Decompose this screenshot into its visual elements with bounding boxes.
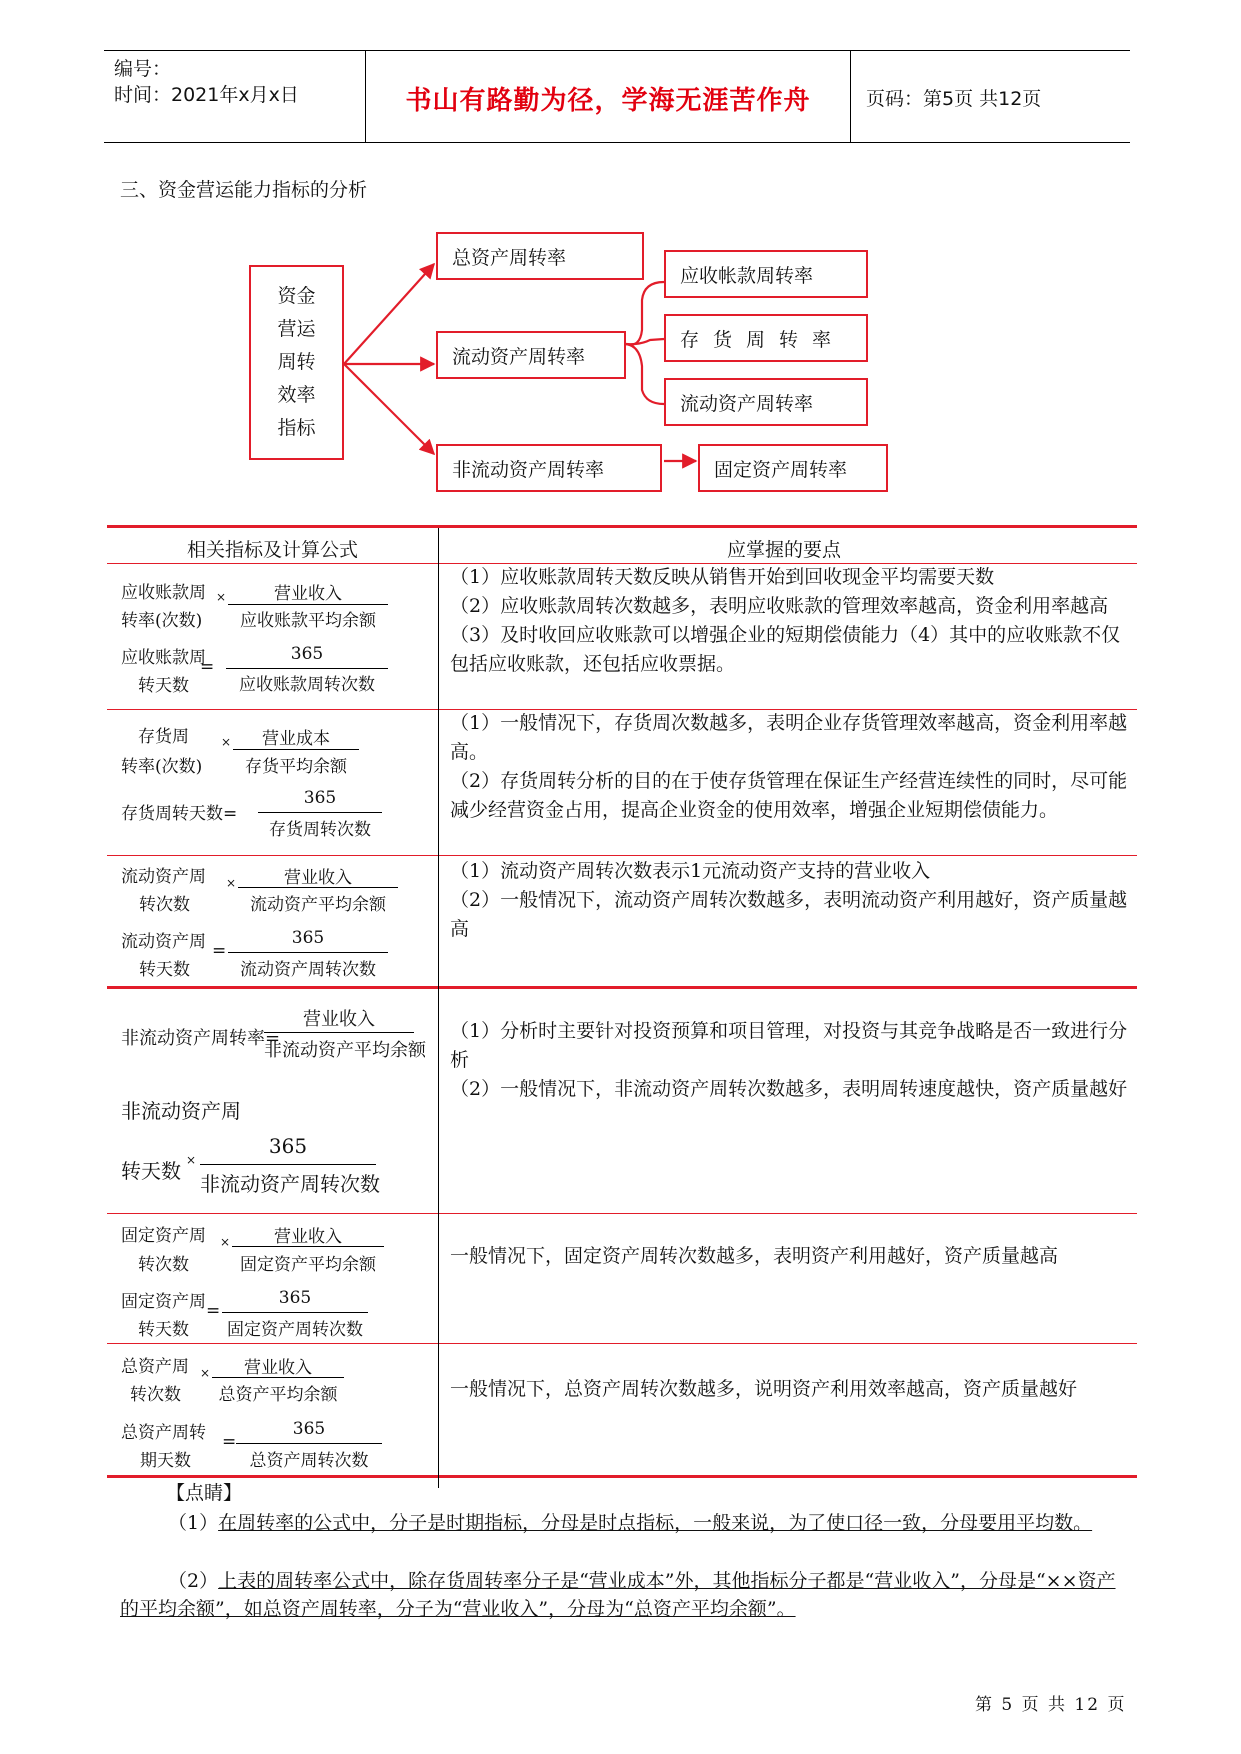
fraction-bar <box>228 952 388 953</box>
box-current-sub: 流动资产周转率 <box>664 378 868 426</box>
row-rule <box>107 986 1137 989</box>
formula-operator: × <box>220 1235 231 1249</box>
formula-numerator: 365 <box>278 1288 312 1308</box>
formula-numerator: 365 <box>303 788 337 808</box>
table-header-right: 应掌握的要点 <box>726 539 841 561</box>
formula-name: 转率(次数) <box>121 611 203 631</box>
formula-name: 总资产周 <box>121 1357 189 1377</box>
formula-denominator: 应收账款平均余额 <box>240 611 376 631</box>
formula-operator: × <box>200 1366 211 1380</box>
formula-name: 转次数 <box>130 1385 181 1405</box>
root-line-4: 效率 <box>277 384 316 406</box>
arrow-to-non-current <box>344 364 434 454</box>
fraction-bar <box>228 604 388 605</box>
row-rule <box>107 1343 1137 1344</box>
formula-name: 总资产周转 <box>121 1423 206 1443</box>
key-point: （2）应收账款周转次数越多，表明应收账款的管理效率越高，资金利用率越高 <box>450 595 1109 617</box>
formula-name: 转天数 <box>139 960 190 980</box>
fraction-bar <box>226 668 388 669</box>
formula-name: 转天数 <box>121 1159 181 1183</box>
formula-name: 转次数 <box>138 1255 189 1275</box>
formula-numerator: 365 <box>291 928 325 948</box>
brace-inventory <box>626 339 664 344</box>
formula-operator: × <box>221 735 232 749</box>
section-title: 三、资金营运能力指标的分析 <box>120 179 368 201</box>
formula-name: 存货周转天数= <box>121 804 238 824</box>
key-point: （2）一般情况下，非流动资产周转次数越多，表明周转速度越快，资产质量越好 <box>450 1078 1128 1100</box>
root-line-5: 指标 <box>277 417 316 439</box>
key-point: （1）应收账款周转天数反映从销售开始到回收现金平均需要天数 <box>450 566 995 588</box>
row-rule <box>107 1213 1137 1214</box>
key-points-cell <box>450 709 1130 825</box>
table-header-left: 相关指标及计算公式 <box>186 539 358 561</box>
row-rule <box>107 855 1137 856</box>
formula-name: 期天数 <box>140 1451 191 1471</box>
brace-current-sub <box>626 344 664 404</box>
formula-denominator: 流动资产平均余额 <box>250 895 386 915</box>
formula-name: 转次数 <box>139 895 190 915</box>
key-point: （1）流动资产周转次数表示1元流动资产支持的营业收入 <box>450 860 931 882</box>
note-1-prefix: （1） <box>168 1512 219 1534</box>
formula-denominator: 固定资产周转次数 <box>227 1320 363 1340</box>
key-points-cell <box>450 1242 1130 1271</box>
doc-time-label: 时间：2021年x月x日 <box>114 84 299 106</box>
fraction-bar <box>200 1164 376 1165</box>
formula-numerator: 365 <box>268 1134 308 1158</box>
formula-operator: × <box>226 876 237 890</box>
table-bottom-rule <box>107 1475 1137 1478</box>
key-points-cell <box>450 857 1130 944</box>
root-line-2: 营运 <box>277 318 316 340</box>
fraction-bar <box>222 1312 368 1313</box>
note-1 <box>120 1509 1130 1537</box>
note-1-text: 在周转率的公式中，分子是时期指标，分母是时点指标，一般来说，为了使口径一致，分母要用平均数。 <box>218 1512 1093 1534</box>
fraction-bar <box>232 1246 384 1247</box>
formula-operator: = <box>200 657 215 677</box>
formula-name: 应收账款周 <box>121 648 206 668</box>
formula-operator: = <box>222 1432 237 1452</box>
formula-numerator: 365 <box>292 1419 326 1439</box>
page-number-label: 页码：第5页 共12页 <box>866 88 1042 110</box>
key-point: （2）存货周转分析的目的在于使存货管理在保证生产经营连续性的同时，尽可能减少经营资金占用，提高企业资金的使用效率，增强企业短期偿债能力。 <box>450 770 1128 821</box>
box-non-current: 非流动资产周转率 <box>436 444 662 492</box>
formula-name: 应收账款周 <box>121 583 206 603</box>
formula-name: 转天数 <box>138 1320 189 1340</box>
key-point: （2）一般情况下，流动资产周转次数越多，表明流动资产利用越好，资产质量越高 <box>450 889 1128 940</box>
header-motto: 书山有路勤为径，学海无涯苦作舟 <box>405 86 811 116</box>
formula-name: 流动资产周 <box>121 932 206 952</box>
box-current-assets: 流动资产周转率 <box>436 331 626 379</box>
formula-denominator: 固定资产平均余额 <box>240 1255 376 1275</box>
doc-code-label: 编号： <box>114 58 172 80</box>
arrow-to-total-assets <box>344 264 434 364</box>
formula-numerator: 营业收入 <box>244 1358 312 1378</box>
fraction-bar <box>264 1032 414 1033</box>
note-2 <box>120 1567 1130 1623</box>
formula-numerator: 营业收入 <box>303 1009 375 1030</box>
fraction-bar <box>236 1443 382 1444</box>
key-points-cell <box>450 563 1130 679</box>
box-fixed-assets: 固定资产周转率 <box>698 444 888 492</box>
brace-receivable <box>626 282 664 345</box>
formula-name: 转率(次数) <box>121 757 203 777</box>
key-point: 一般情况下，固定资产周转次数越多，表明资产利用越好，资产质量越高 <box>450 1245 1059 1267</box>
key-point: （1）一般情况下，存货周次数越多，表明企业存货管理效率越高，资金利用率越高。 <box>450 712 1128 763</box>
formula-name: 流动资产周 <box>121 867 206 887</box>
key-point: （3）及时收回应收账款可以增强企业的短期偿债能力（4）其中的应收账款不仅包括应收账款，还包括应收票据。 <box>450 624 1121 675</box>
page-footer: 第 5 页 共 12 页 <box>975 1695 1127 1715</box>
formula-name: 非流动资产周转率= <box>121 1028 281 1049</box>
formula-name: 固定资产周 <box>121 1226 206 1246</box>
formula-operator: × <box>216 590 227 604</box>
fraction-bar <box>212 1377 344 1378</box>
formula-numerator: 营业收入 <box>284 868 352 888</box>
formula-denominator: 存货平均余额 <box>245 757 347 777</box>
formula-denominator: 流动资产周转次数 <box>240 960 376 980</box>
formula-operator: = <box>212 941 227 961</box>
root-line-3: 周转 <box>277 351 316 373</box>
formula-denominator: 存货周转次数 <box>269 820 371 840</box>
key-point: （1）分析时主要针对投资预算和项目管理，对投资与其竞争战略是否一致进行分析 <box>450 1020 1128 1071</box>
formula-name: 非流动资产周 <box>121 1099 241 1123</box>
fraction-bar <box>238 887 398 888</box>
note-2-prefix: （2） <box>168 1570 219 1592</box>
box-inventory: 存货周转率 <box>664 314 868 362</box>
formula-denominator: 非流动资产周转次数 <box>200 1172 380 1196</box>
formula-name: 存货周 <box>138 727 189 747</box>
formula-denominator: 总资产平均余额 <box>218 1385 338 1405</box>
formula-numerator: 营业收入 <box>274 1227 342 1247</box>
box-receivable: 应收帐款周转率 <box>664 250 868 298</box>
fraction-bar <box>233 749 359 750</box>
formula-operator: = <box>206 1301 221 1321</box>
key-points-cell <box>450 1017 1130 1104</box>
formula-numerator: 营业成本 <box>262 729 330 749</box>
root-line-1: 资金 <box>277 285 316 307</box>
table-top-rule <box>107 525 1137 528</box>
box-total-assets: 总资产周转率 <box>436 232 644 280</box>
table-column-divider <box>438 528 439 1488</box>
key-points-cell <box>450 1375 1130 1404</box>
key-point: 一般情况下，总资产周转次数越多，说明资产利用效率越高，资产质量越好 <box>450 1378 1078 1400</box>
formula-name: 转天数 <box>138 676 189 696</box>
fraction-bar <box>258 812 382 813</box>
formula-denominator: 非流动资产平均余额 <box>264 1040 426 1061</box>
formula-denominator: 总资产周转次数 <box>249 1451 369 1471</box>
notes-title: 【点睛】 <box>166 1482 243 1504</box>
formula-denominator: 应收账款周转次数 <box>239 675 375 695</box>
formula-numerator: 营业收入 <box>274 584 342 604</box>
diagram-root-box <box>249 265 344 460</box>
formula-operator: × <box>186 1153 197 1167</box>
formula-numerator: 365 <box>290 644 324 664</box>
formula-name: 固定资产周 <box>121 1292 206 1312</box>
note-2-text: 上表的周转率公式中，除存货周转率分子是“营业成本”外，其他指标分子都是“营业收入”，分母是“××资产的平均余额”，如总资产周转率，分子为“营业收入”，分母为“总资产平均余额”。 <box>120 1570 1116 1620</box>
